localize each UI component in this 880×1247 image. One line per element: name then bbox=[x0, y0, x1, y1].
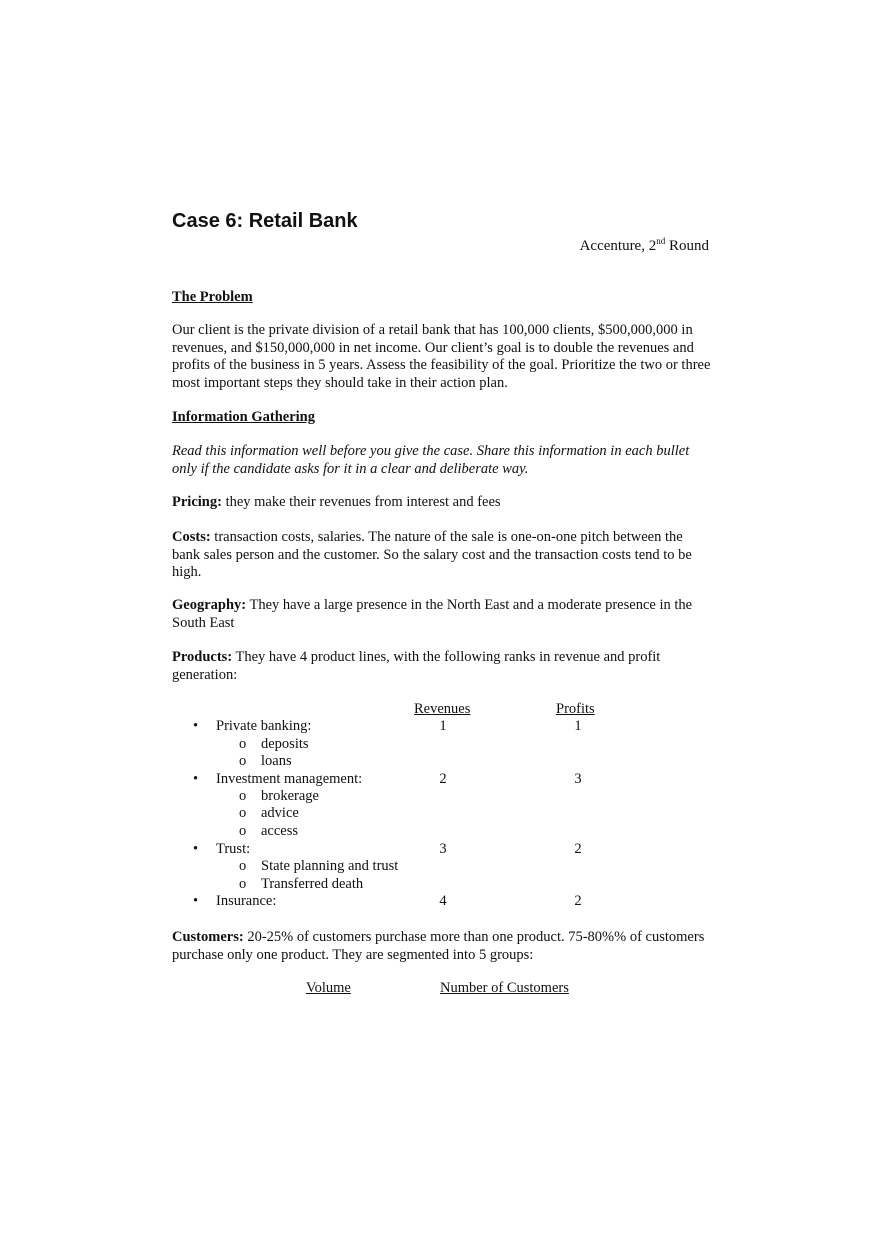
sub-bullet-icon: o bbox=[239, 876, 247, 892]
revenue-rank: 3 bbox=[439, 841, 447, 857]
sub-item: loans bbox=[261, 753, 292, 769]
profit-rank: 2 bbox=[574, 893, 582, 909]
profit-rank: 3 bbox=[574, 771, 582, 787]
profit-rank: 1 bbox=[574, 718, 582, 734]
product-name: Investment management: bbox=[216, 771, 363, 787]
case-subtitle: Accenture, 2nd Round bbox=[579, 236, 709, 254]
info-note: Read this information well before you give the case. Share this information in each bullet only if the candidate asks for it in a clear and deliberate way. bbox=[172, 443, 690, 477]
product-name: Trust: bbox=[216, 841, 251, 857]
sub-item: advice bbox=[261, 805, 299, 821]
revenue-rank: 1 bbox=[439, 718, 447, 734]
volume-column-header: Volume bbox=[306, 980, 351, 996]
product-name: Private banking: bbox=[216, 718, 312, 734]
sub-bullet-icon: o bbox=[239, 805, 247, 821]
number-of-customers-column-header: Number of Customers bbox=[440, 980, 569, 996]
geography-paragraph: Geography: They have a large presence in the North East and a moderate presence in the South East bbox=[172, 597, 693, 631]
case-title: Case 6: Retail Bank bbox=[172, 210, 358, 232]
product-name: Insurance: bbox=[216, 893, 277, 909]
sub-bullet-icon: o bbox=[239, 753, 247, 769]
problem-heading: The Problem bbox=[172, 289, 253, 305]
sub-bullet-icon: o bbox=[239, 823, 247, 839]
customers-paragraph: Customers: 20-25% of customers purchase more than one product. 75-80%% of customers purchase only one product. They are segmented into 5 groups: bbox=[172, 929, 705, 963]
pricing-paragraph: Pricing: they make their revenues from interest and fees bbox=[172, 494, 501, 510]
sub-item: State planning and trust bbox=[261, 858, 399, 874]
profits-column-header: Profits bbox=[556, 701, 595, 717]
bullet-icon: • bbox=[193, 893, 199, 909]
revenues-column-header: Revenues bbox=[414, 701, 471, 717]
costs-paragraph: Costs: transaction costs, salaries. The nature of the sale is one-on-one pitch between the bank sales person and the customer. So the salary cost and the transaction costs tend to be high. bbox=[172, 529, 692, 580]
problem-text: Our client is the private division of a retail bank that has 100,000 clients, $500,000,000 in revenues, and $150,000,000 in net income. Our client’s goal is to double the revenues and profits of the business in 5 years. Assess the feasibility of the goal. Prioritize the two or three most important steps they should take in their action plan. bbox=[172, 322, 711, 391]
sub-item: Transferred death bbox=[261, 876, 364, 892]
revenue-rank: 2 bbox=[439, 771, 447, 787]
sub-item: deposits bbox=[261, 736, 309, 752]
sub-bullet-icon: o bbox=[239, 788, 247, 804]
sub-item: brokerage bbox=[261, 788, 319, 804]
sub-bullet-icon: o bbox=[239, 858, 247, 874]
revenue-rank: 4 bbox=[439, 893, 447, 909]
bullet-icon: • bbox=[193, 771, 199, 787]
info-heading: Information Gathering bbox=[172, 409, 315, 425]
bullet-icon: • bbox=[193, 718, 199, 734]
products-paragraph: Products: They have 4 product lines, with the following ranks in revenue and profit generation: bbox=[172, 649, 661, 683]
profit-rank: 2 bbox=[574, 841, 582, 857]
sub-item: access bbox=[261, 823, 299, 839]
sub-bullet-icon: o bbox=[239, 736, 247, 752]
bullet-icon: • bbox=[193, 841, 199, 857]
